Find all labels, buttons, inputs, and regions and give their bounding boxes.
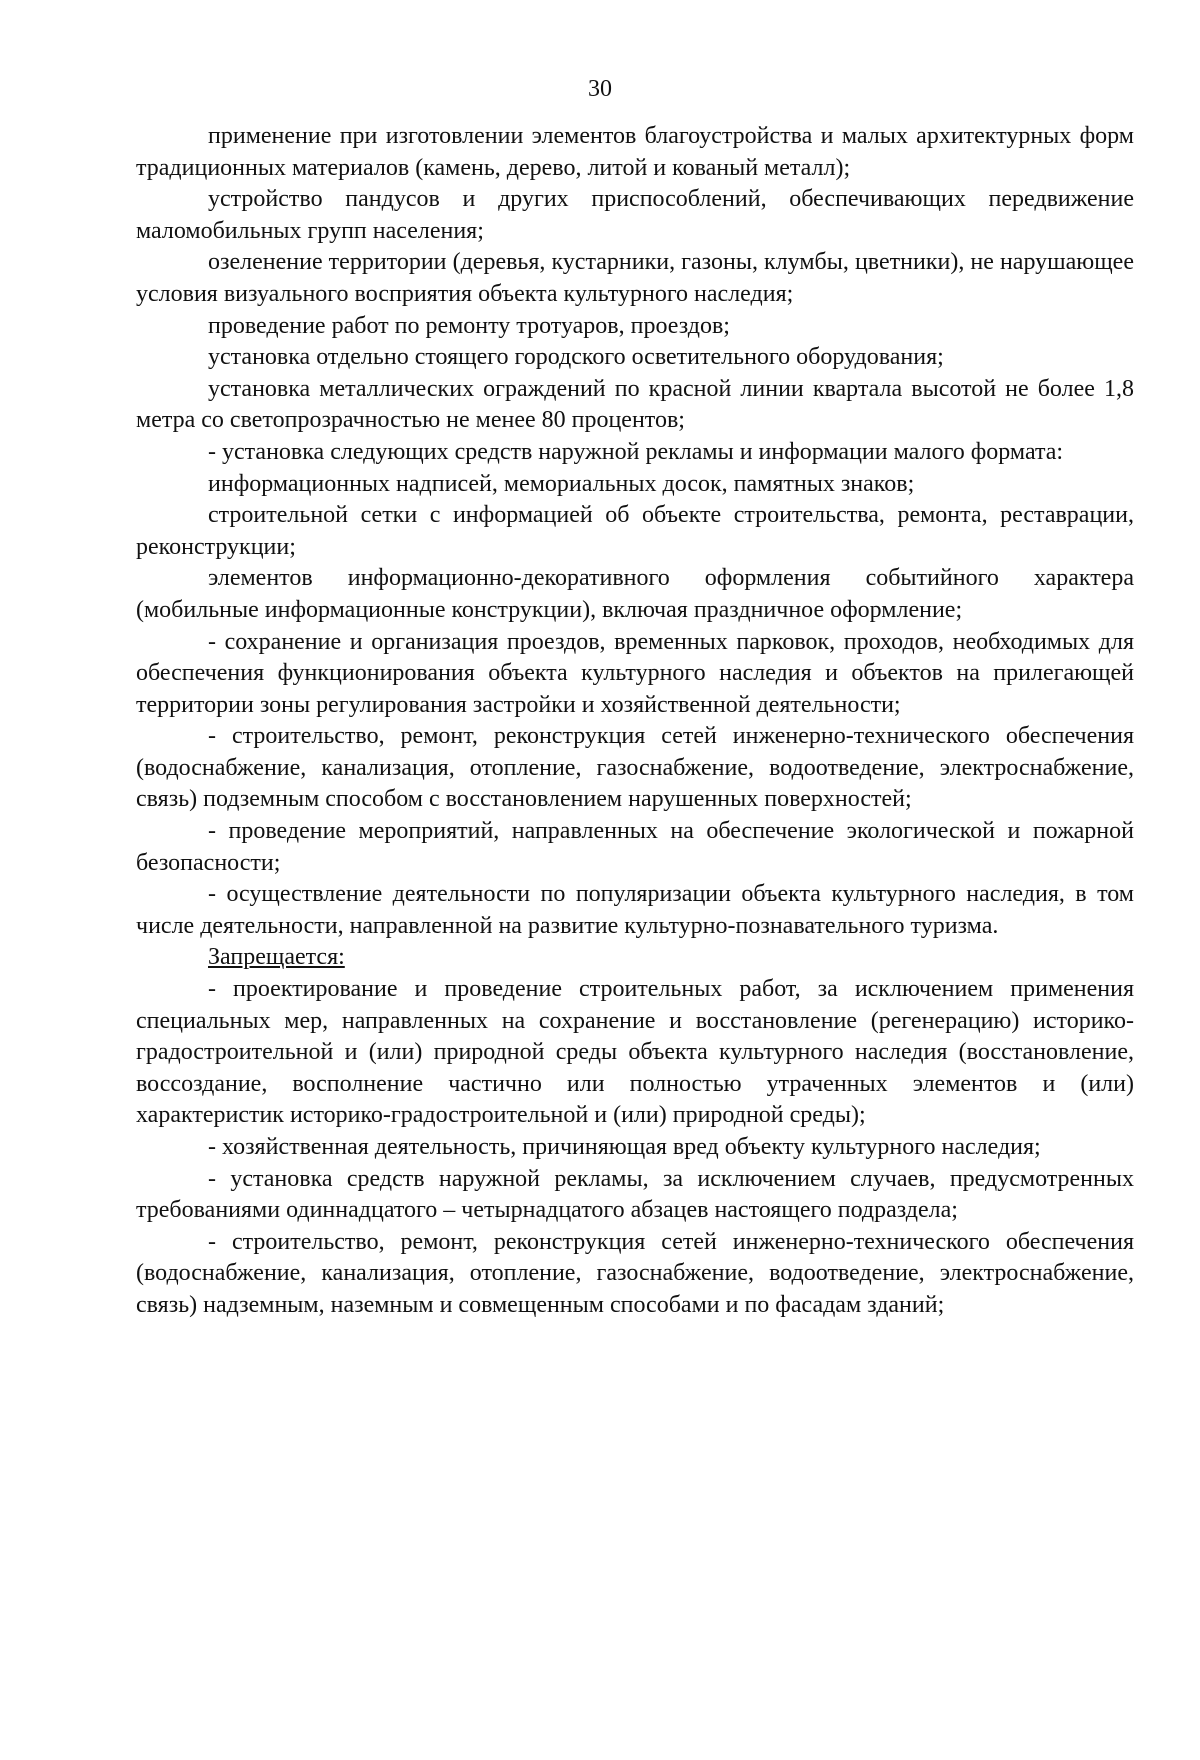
prohibited-heading: Запрещается: xyxy=(208,944,345,971)
paragraph: проведение работ по ремонту тротуаров, проездов; xyxy=(208,312,730,339)
prohibited-item: - установка средств наружной рекламы, за исключением случаев, предусмотренных требованиями одиннадцатого – четырнадцатого абзацев настоящего подраздела; xyxy=(136,1165,1134,1224)
paragraph: - проведение мероприятий, направленных на обеспечение экологической и пожарной безопасности; xyxy=(136,818,1134,876)
prohibited-item: - хозяйственная деятельность, причиняющая вред объекту культурного наследия; xyxy=(208,1134,1041,1160)
paragraph: - установка следующих средств наружной рекламы и информации малого формата: xyxy=(208,438,1064,465)
paragraph: - строительство, ремонт, реконструкция сетей инженерно-технического обеспечения (водоснабжение, канализация, отопление, газоснабжение, водоотведение, электроснабжение, связь) подземным способом с восстановлением нарушенных поверхностей; xyxy=(136,723,1134,813)
page-number: 30 xyxy=(588,76,612,102)
paragraph: строительной сетки с информацией об объекте строительства, ремонта, реставрации, реконструкции; xyxy=(136,502,1134,560)
paragraph: - сохранение и организация проездов, временных парковок, проходов, необходимых для обеспечения функционирования объекта культурного наследия и объектов на прилегающей территории зоны регулирования застройки и хозяйственной деятельности; xyxy=(136,628,1134,718)
document-body xyxy=(136,121,1134,1322)
paragraph: озеленение территории (деревья, кустарники, газоны, клумбы, цветники), не нарушающее условия визуального восприятия объекта культурного наследия; xyxy=(136,249,1134,307)
paragraph: - осуществление деятельности по популяризации объекта культурного наследия, в том числе деятельности, направленной на развитие культурно-познавательного туризма. xyxy=(136,881,1134,939)
paragraph: элементов информационно-декоративного оформления событийного характера (мобильные информационные конструкции), включая праздничное оформление; xyxy=(136,565,1134,623)
prohibited-item: - строительство, ремонт, реконструкция сетей инженерно-технического обеспечения (водоснабжение, канализация, отопление, газоснабжение, водоотведение, электроснабжение, связь) надземным, наземным и совмещенным способами и по фасадам зданий; xyxy=(136,1228,1134,1318)
paragraph: устройство пандусов и других приспособлений, обеспечивающих передвижение маломобильных групп населения; xyxy=(136,186,1134,244)
paragraph: установка отдельно стоящего городского осветительного оборудования; xyxy=(208,344,944,371)
paragraph: установка металлических ограждений по красной линии квартала высотой не более 1,8 метра со светопрозрачностью не менее 80 процентов; xyxy=(136,375,1134,434)
paragraph: информационных надписей, мемориальных досок, памятных знаков; xyxy=(208,470,915,497)
paragraph: применение при изготовлении элементов благоустройства и малых архитектурных форм традиционных материалов (камень, дерево, литой и кованый металл); xyxy=(136,123,1134,181)
prohibited-item: - проектирование и проведение строительных работ, за исключением применения специальных мер, направленных на сохранение и восстановление (регенерацию) историко-градостроительной и (или) природной среды объекта культурного наследия (восстановление, воссоздание, восполнение частично или полностью утраченных элементов и (или) характеристик историко-градостроительной и (или) природной среды); xyxy=(136,976,1134,1129)
